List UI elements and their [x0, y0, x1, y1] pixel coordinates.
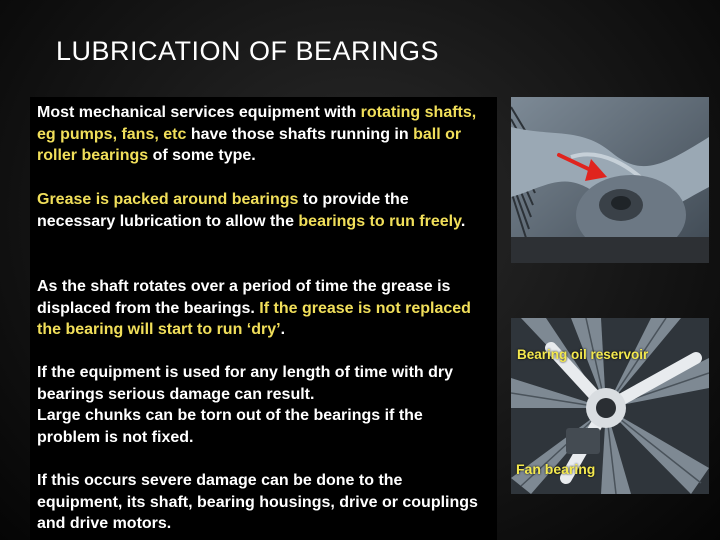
p3-text-c: . [280, 321, 286, 338]
p3-highlight-run-dry: If the grease is not replaced the bearing will start to run ‘dry’ [37, 299, 471, 338]
p2-highlight-grease: Grease is packed around bearings [37, 191, 299, 208]
p1-highlight-bearings: ball or roller bearings [37, 125, 462, 164]
paragraph-serious-damage [37, 362, 489, 448]
p5-text-a: If this occurs severe damage can be done to the equipment, its shaft, bearing housings, drive or couplings and drive motors. [37, 472, 478, 532]
p1-text-c: have those shafts running in [186, 125, 414, 143]
bearing-housing-photo [511, 97, 709, 263]
bearing-oil-reservoir-label: Bearing oil reservoir [517, 347, 649, 362]
p2-text-b: to provide the necessary lubrication to allow the [37, 191, 409, 230]
bearing-housing-illustration [511, 97, 709, 263]
paragraph-rotating-shafts [37, 102, 489, 167]
p4-line-b: Large chunks can be torn out of the bearings if the problem is not fixed. [37, 407, 423, 446]
fan-bearing-label: Fan bearing [516, 461, 596, 477]
p2-text-d: . [460, 212, 466, 230]
p3-text-a: As the shaft rotates over a period of time the grease is displaced from the bearings. [37, 278, 451, 317]
p1-highlight-rotating-shafts: rotating shafts, eg pumps, fans, etc [37, 104, 477, 143]
paragraph-severe-damage [37, 470, 489, 535]
p4-line-a: If the equipment is used for any length of time with dry bearings serious damage can result. [37, 364, 454, 403]
paragraph-grease-packed [37, 189, 489, 232]
p1-text-e: of some type. [148, 147, 256, 164]
p1-text-a: Most mechanical services equipment with [37, 104, 361, 121]
p2-highlight-run-freely: bearings to run freely [298, 212, 461, 230]
paragraph-grease-displaced [37, 276, 489, 341]
slide-title: LUBRICATION OF BEARINGS [56, 36, 440, 66]
